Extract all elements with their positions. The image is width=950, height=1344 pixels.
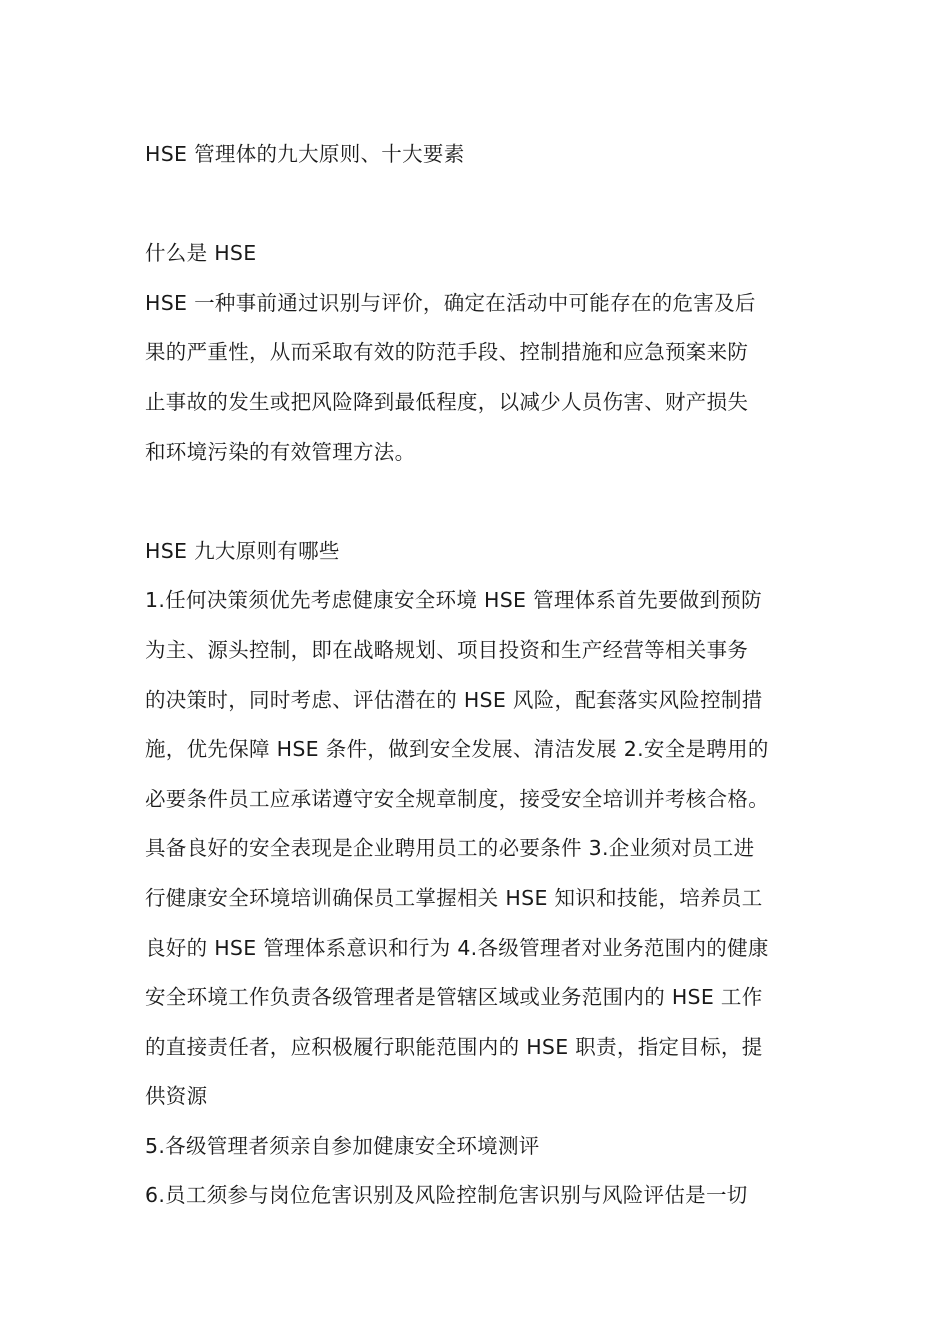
text-line: 的决策时，同时考虑、评估潜在的 HSE 风险，配套落实风险控制措 xyxy=(145,687,763,712)
section-nine-principles xyxy=(145,527,817,1221)
section-heading: 什么是 HSE xyxy=(145,241,257,266)
text-line: 6.员工须参与岗位危害识别及风险控制危害识别与风险评估是一切 xyxy=(145,1183,748,1208)
text-line: 为主、源头控制，即在战略规划、项目投资和生产经营等相关事务 xyxy=(145,637,749,662)
section-paragraph xyxy=(145,576,817,1221)
text-line: 的直接责任者，应积极履行职能范围内的 HSE 职责，指定目标，提 xyxy=(145,1034,763,1059)
text-line: 果的严重性，从而采取有效的防范手段、控制措施和应急预案来防 xyxy=(145,340,749,365)
text-line: 施，优先保障 HSE 条件，做到安全发展、清洁发展 2.安全是聘用的 xyxy=(145,737,769,762)
text-line: 1.任何决策须优先考虑健康安全环境 HSE 管理体系首先要做到预防 xyxy=(145,588,762,613)
text-line: 具备良好的安全表现是企业聘用员工的必要条件 3.企业须对员工进 xyxy=(145,836,755,861)
text-line: 止事故的发生或把风险降到最低程度，以减少人员伤害、财产损失 xyxy=(145,389,749,414)
text-line: 行健康安全环境培训确保员工掌握相关 HSE 知识和技能，培养员工 xyxy=(145,885,763,910)
section-paragraph xyxy=(145,279,817,477)
document-title: HSE 管理体的九大原则、十大要素 xyxy=(145,142,465,166)
text-line: 5.各级管理者须亲自参加健康安全环境测评 xyxy=(145,1133,540,1158)
text-line: 良好的 HSE 管理体系意识和行为 4.各级管理者对业务范围内的健康 xyxy=(145,935,769,960)
section-what-is-hse xyxy=(145,229,817,477)
text-line: 和环境污染的有效管理方法。 xyxy=(145,439,416,464)
text-line: 安全环境工作负责各级管理者是管辖区域或业务范围内的 HSE 工作 xyxy=(145,985,763,1010)
document-body xyxy=(145,130,817,1221)
section-heading: HSE 九大原则有哪些 xyxy=(145,538,340,563)
text-line: HSE 一种事前通过识别与评价，确定在活动中可能存在的危害及后 xyxy=(145,290,756,315)
text-line: 必要条件员工应承诺遵守安全规章制度，接受安全培训并考核合格。 xyxy=(145,786,769,811)
text-line: 供资源 xyxy=(145,1084,208,1109)
